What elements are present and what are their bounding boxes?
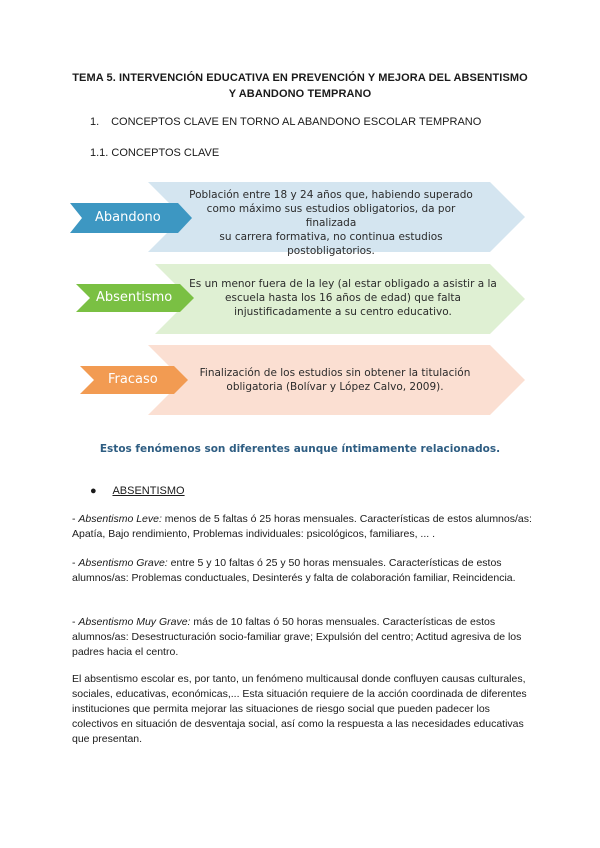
paragraph-text: menos de 5 faltas ó 25 horas mensuales. Características de estos alumnos/as: Apatía, Bajo rendimiento, Problemas individuales: psicológicos, familiares, ... .: [72, 513, 532, 540]
section-number: 1.: [90, 116, 100, 128]
paragraph-text: más de 10 faltas ó 50 horas mensuales. Características de estos alumnos/as: Desestructuración socio-familiar grave; Expulsión del centro; Actitud agresiva de los padres hacia el centro.: [72, 616, 522, 658]
paragraph-leve: [72, 512, 532, 542]
bullet-label: ABSENTISMO: [112, 485, 185, 497]
paragraph-grave: [72, 556, 532, 586]
paragraph-term: Absentismo Muy Grave:: [78, 616, 191, 628]
paragraph-prefix: -: [72, 513, 79, 525]
absentismo-definition: [184, 277, 502, 319]
absentismo-tag-label: Absentismo: [96, 290, 173, 305]
abandono-line: Población entre 18 y 24 años que, habiendo superado: [189, 189, 473, 201]
title-line-2: Y ABANDONO TEMPRANO: [228, 88, 372, 100]
abandono-line: su carrera formativa, no continua estudios: [219, 231, 443, 243]
paragraph-term: Absentismo Leve:: [78, 513, 162, 525]
paragraph-prefix: -: [72, 616, 79, 628]
paragraph-prefix: -: [72, 557, 79, 569]
abandono-definition: [182, 188, 480, 258]
paragraph-conclusion: El absentismo escolar es, por tanto, un fenómeno multicausal donde confluyen causas culturales, sociales, educativas, económicas,... Esta situación requiere de la acción coordinada de diferentes instituciones que permita mejorar las situaciones de riesgo social que pueden padecer los colectivos en situación de desventaja social, así como la respuesta a las necesidades educativas que presentan.: [72, 673, 527, 745]
subsection-heading-1-1: 1.1. CONCEPTOS CLAVE: [90, 147, 220, 159]
abandono-line: postobligatorios.: [287, 245, 375, 257]
bullet-icon: ●: [90, 485, 97, 497]
fracaso-line: Finalización de los estudios sin obtener la titulación: [199, 367, 471, 379]
fracaso-line: obligatoria (Bolívar y López Calvo, 2009).: [226, 381, 444, 393]
concepts-diagram: [0, 178, 600, 428]
paragraph-text: entre 5 y 10 faltas ó 25 y 50 horas mensuales. Características de estos alumnos/as: Problemas conductuales, Desinterés y falta de colaboración familiar, Reincidencia.: [72, 557, 516, 584]
absentismo-line: escuela hasta los 16 años de edad) que falta: [225, 292, 461, 304]
title-line-1: TEMA 5. INTERVENCIÓN EDUCATIVA EN PREVENCIÓN Y MEJORA DEL ABSENTISMO: [72, 72, 528, 84]
fracaso-definition: [190, 366, 480, 394]
diagram-caption: Estos fenómenos son diferentes aunque íntimamente relacionados.: [99, 443, 501, 455]
section-label: CONCEPTOS CLAVE EN TORNO AL ABANDONO ESCOLAR TEMPRANO: [111, 116, 482, 128]
abandono-tag-label: Abandono: [95, 210, 161, 225]
document-title: [60, 70, 540, 102]
paragraph-muy-grave: [72, 615, 532, 660]
bullet-absentismo: [90, 485, 185, 497]
paragraph-term: Absentismo Grave:: [78, 557, 168, 569]
absentismo-line: injustificadamente a su centro educativo.: [234, 306, 452, 318]
section-heading-1: [90, 116, 481, 128]
fracaso-tag-label: Fracaso: [108, 372, 158, 387]
absentismo-line: Es un menor fuera de la ley (al estar obligado a asistir a la: [189, 278, 497, 290]
abandono-line: como máximo sus estudios obligatorios, da por finalizada: [206, 203, 456, 229]
